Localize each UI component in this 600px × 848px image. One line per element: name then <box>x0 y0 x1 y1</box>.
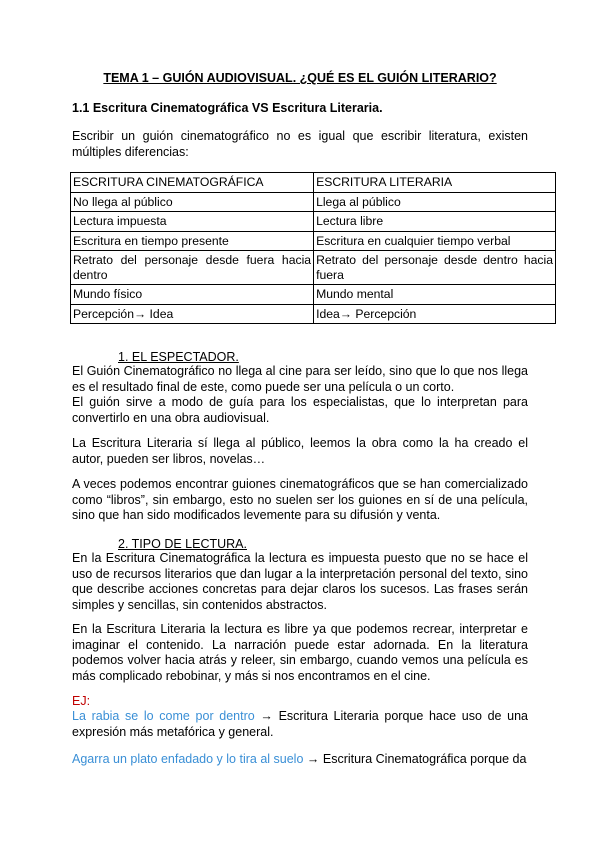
table-cell: Idea→ Percepción <box>314 304 556 324</box>
table-cell: Retrato del personaje desde dentro hacia fuera <box>314 251 556 285</box>
paragraph: El Guión Cinematográfico no llega al cine para ser leído, sino que lo que nos llega es el resultado final de este, como puede ser una película o un corto. <box>72 364 528 394</box>
intro-paragraph: Escribir un guión cinematográfico no es igual que escribir literatura, existen múltiples diferencias: <box>72 129 528 159</box>
table-cell: No llega al público <box>71 192 314 212</box>
table-cell: Percepción→ Idea <box>71 304 314 324</box>
paragraph: En la Escritura Cinematográfica la lectura es impuesta puesto que no se hace el uso de recursos literarios que dan lugar a la interpretación personal del texto, sino que describe acciones concretas para dejar claros los sucesos. Las frases serán simples y sencillas, sin contenidos abstractos. <box>72 551 528 612</box>
table-cell: ESCRITURA CINEMATOGRÁFICA <box>71 173 314 193</box>
comparison-table <box>70 172 556 324</box>
table-cell: Retrato del personaje desde fuera hacia dentro <box>71 251 314 285</box>
example-2-quote: Agarra un plato enfadado y lo tira al suelo <box>72 752 304 766</box>
table-cell: Mundo mental <box>314 285 556 305</box>
example-1-explanation: → Escritura Literaria porque hace uso de una expresión más metafórica y general. <box>72 709 529 739</box>
table-row <box>71 231 556 251</box>
table-cell: Llega al público <box>314 192 556 212</box>
section-heading-espectador: 1. EL ESPECTADOR. <box>118 350 239 364</box>
example-1-quote: La rabia se lo come por dentro <box>72 709 255 723</box>
example-2-explanation: → Escritura Cinematográfica porque da <box>303 752 527 766</box>
table-cell: ESCRITURA LITERARIA <box>314 173 556 193</box>
table-cell: Lectura impuesta <box>71 212 314 232</box>
example-2 <box>72 752 528 768</box>
paragraph: A veces podemos encontrar guiones cinematográficos que se han comercializado como “libros”, sin embargo, esto no suelen ser los guiones en sí de una película, sino que han sido modificados levemente para su difusión y venta. <box>72 477 528 522</box>
table-cell: Escritura en tiempo presente <box>71 231 314 251</box>
table-header-row <box>71 173 556 193</box>
table-row <box>71 285 556 305</box>
example-1 <box>72 709 528 740</box>
paragraph: La Escritura Literaria sí llega al público, leemos la obra como la ha creado el autor, pueden ser libros, novelas… <box>72 436 528 466</box>
example-label: EJ: <box>72 694 91 708</box>
table-row <box>71 251 556 285</box>
table-row <box>71 212 556 232</box>
table-row <box>71 304 556 324</box>
paragraph: El guión sirve a modo de guía para los especialistas, que lo interpretan para convertirlo en una obra audiovisual. <box>72 395 528 425</box>
table-cell: Escritura en cualquier tiempo verbal <box>314 231 556 251</box>
table-row <box>71 192 556 212</box>
section-heading-lectura: 2. TIPO DE LECTURA. <box>118 537 247 551</box>
table-cell: Mundo físico <box>71 285 314 305</box>
page-title: TEMA 1 – GUIÓN AUDIOVISUAL. ¿QUÉ ES EL GUIÓN LITERARIO? <box>103 71 497 85</box>
section-subtitle: 1.1 Escritura Cinematográfica VS Escritura Literaria. <box>72 101 383 115</box>
table-cell: Lectura libre <box>314 212 556 232</box>
paragraph: En la Escritura Literaria la lectura es libre ya que podemos recrear, interpretar e imaginar el contenido. La narración puede estar adornada. En la literatura podemos volver hacia atrás y releer, sin embargo, cuando vemos una película es más complicado rebobinar, y más si nos encontramos en el cine. <box>72 622 528 683</box>
